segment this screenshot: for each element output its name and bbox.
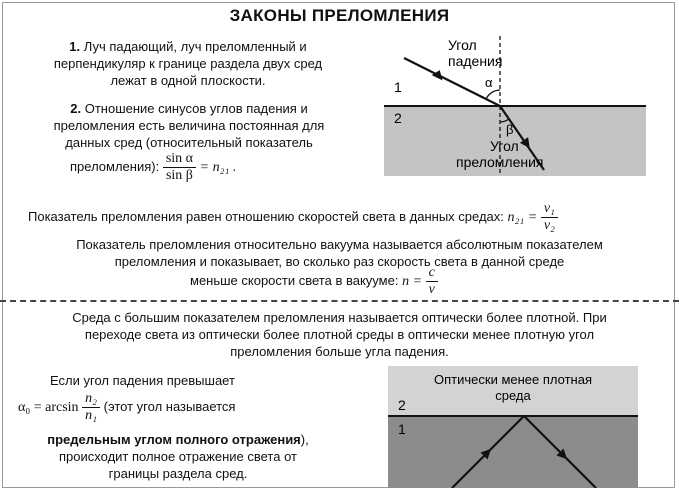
- absolute-fraction: [426, 265, 438, 298]
- critical-term: предельным углом полного отражения: [47, 432, 301, 447]
- critical-text: [8, 431, 348, 482]
- less-dense-label-2: среда: [495, 388, 531, 403]
- critical-line-1: Если угол падения превышает: [50, 373, 235, 388]
- absolute-formula-row: [190, 265, 510, 298]
- law-1: [18, 38, 358, 89]
- critical-n1: n₁: [85, 408, 98, 423]
- law-1-line-1: [18, 38, 358, 55]
- denser-line-2: переходе света из оптически более плотной среды в оптически менее плотную угол: [84, 327, 595, 342]
- alpha-arc: [486, 90, 500, 99]
- critical-note: (этот угол называется: [103, 398, 236, 414]
- refraction-label-1: Угол: [490, 138, 519, 154]
- sine-beta: sin β: [165, 168, 193, 183]
- refraction-diagram: [384, 36, 646, 176]
- critical-n2: n₂: [82, 391, 100, 408]
- medium-2-number: 2: [394, 110, 402, 126]
- critical-angle-lhs: α₀ = arcsin: [18, 399, 79, 415]
- speed-v2: v₂: [543, 218, 555, 233]
- law-2-formula: [70, 151, 370, 184]
- law-2-line-2: преломления есть величина постоянная для: [53, 118, 325, 133]
- law-2-line-3: данных сред (относительный показатель: [65, 135, 313, 150]
- incidence-label-1: Угол: [448, 37, 477, 53]
- denser-medium: [10, 309, 669, 360]
- critical-fraction: [82, 391, 100, 424]
- sine-ratio-fraction: [163, 151, 196, 184]
- law-2-text-1: Отношение синусов углов падения и: [84, 101, 308, 116]
- denser-line-3: преломления больше угла падения.: [230, 344, 449, 359]
- law-2-line-4: преломления):: [70, 158, 160, 174]
- critical-line-4: границы раздела сред.: [108, 466, 248, 481]
- page-title: ЗАКОНЫ ПРЕЛОМЛЕНИЯ: [229, 6, 450, 25]
- beta-symbol: β: [506, 122, 514, 137]
- refraction-label-2: преломления: [456, 154, 544, 170]
- speed-ratio-fraction: [541, 201, 558, 234]
- total-reflection-diagram: [388, 366, 638, 488]
- law-1-text-1: Луч падающий, луч преломленный и: [83, 39, 307, 54]
- critical-term-tail: ),: [300, 432, 309, 447]
- section-divider: [0, 300, 679, 302]
- law-2: [14, 100, 364, 151]
- absolute-line-1: Показатель преломления относительно вакуума называется абсолютным показателем: [76, 237, 603, 252]
- absolute-lhs: n =: [402, 273, 423, 289]
- speed-v: v: [428, 282, 435, 297]
- relative-index: = n₂₁ .: [199, 159, 237, 175]
- absolute-line-3: меньше скорости света в вакууме:: [190, 272, 399, 288]
- critical-formula: [18, 391, 338, 424]
- medium-2-number-2: 2: [398, 397, 406, 413]
- absolute-line-2: преломления и показывает, во сколько раз скорость света в данной среде: [114, 254, 565, 269]
- law-2-line-1: [14, 100, 364, 117]
- law-1-number: 1.: [69, 39, 81, 54]
- critical-line-3: происходит полное отражение света от: [59, 449, 297, 464]
- denser-line-1: Среда с большим показателем преломления называется оптически более плотной. При: [72, 310, 607, 325]
- law-1-line-2: перпендикуляр к границе раздела двух сред: [53, 56, 323, 71]
- speed-c: c: [426, 265, 438, 282]
- speed-ratio-lhs: n₂₁ =: [507, 209, 538, 225]
- critical-line-2: [8, 431, 348, 448]
- medium-1-number: 1: [394, 79, 402, 95]
- sine-alpha: sin α: [163, 151, 196, 168]
- law-1-line-3: лежат в одной плоскости.: [110, 73, 266, 88]
- law-2-number: 2.: [70, 101, 82, 116]
- alpha-symbol: α: [485, 75, 493, 90]
- less-dense-label-1: Оптически менее плотная: [434, 372, 592, 387]
- speed-v1: v₁: [541, 201, 558, 218]
- speed-ratio-text: Показатель преломления равен отношению скоростей света в данных средах:: [28, 208, 504, 224]
- medium-1-number-2: 1: [398, 421, 406, 437]
- incidence-label-2: падения: [448, 53, 503, 69]
- speed-ratio-row: [28, 201, 668, 234]
